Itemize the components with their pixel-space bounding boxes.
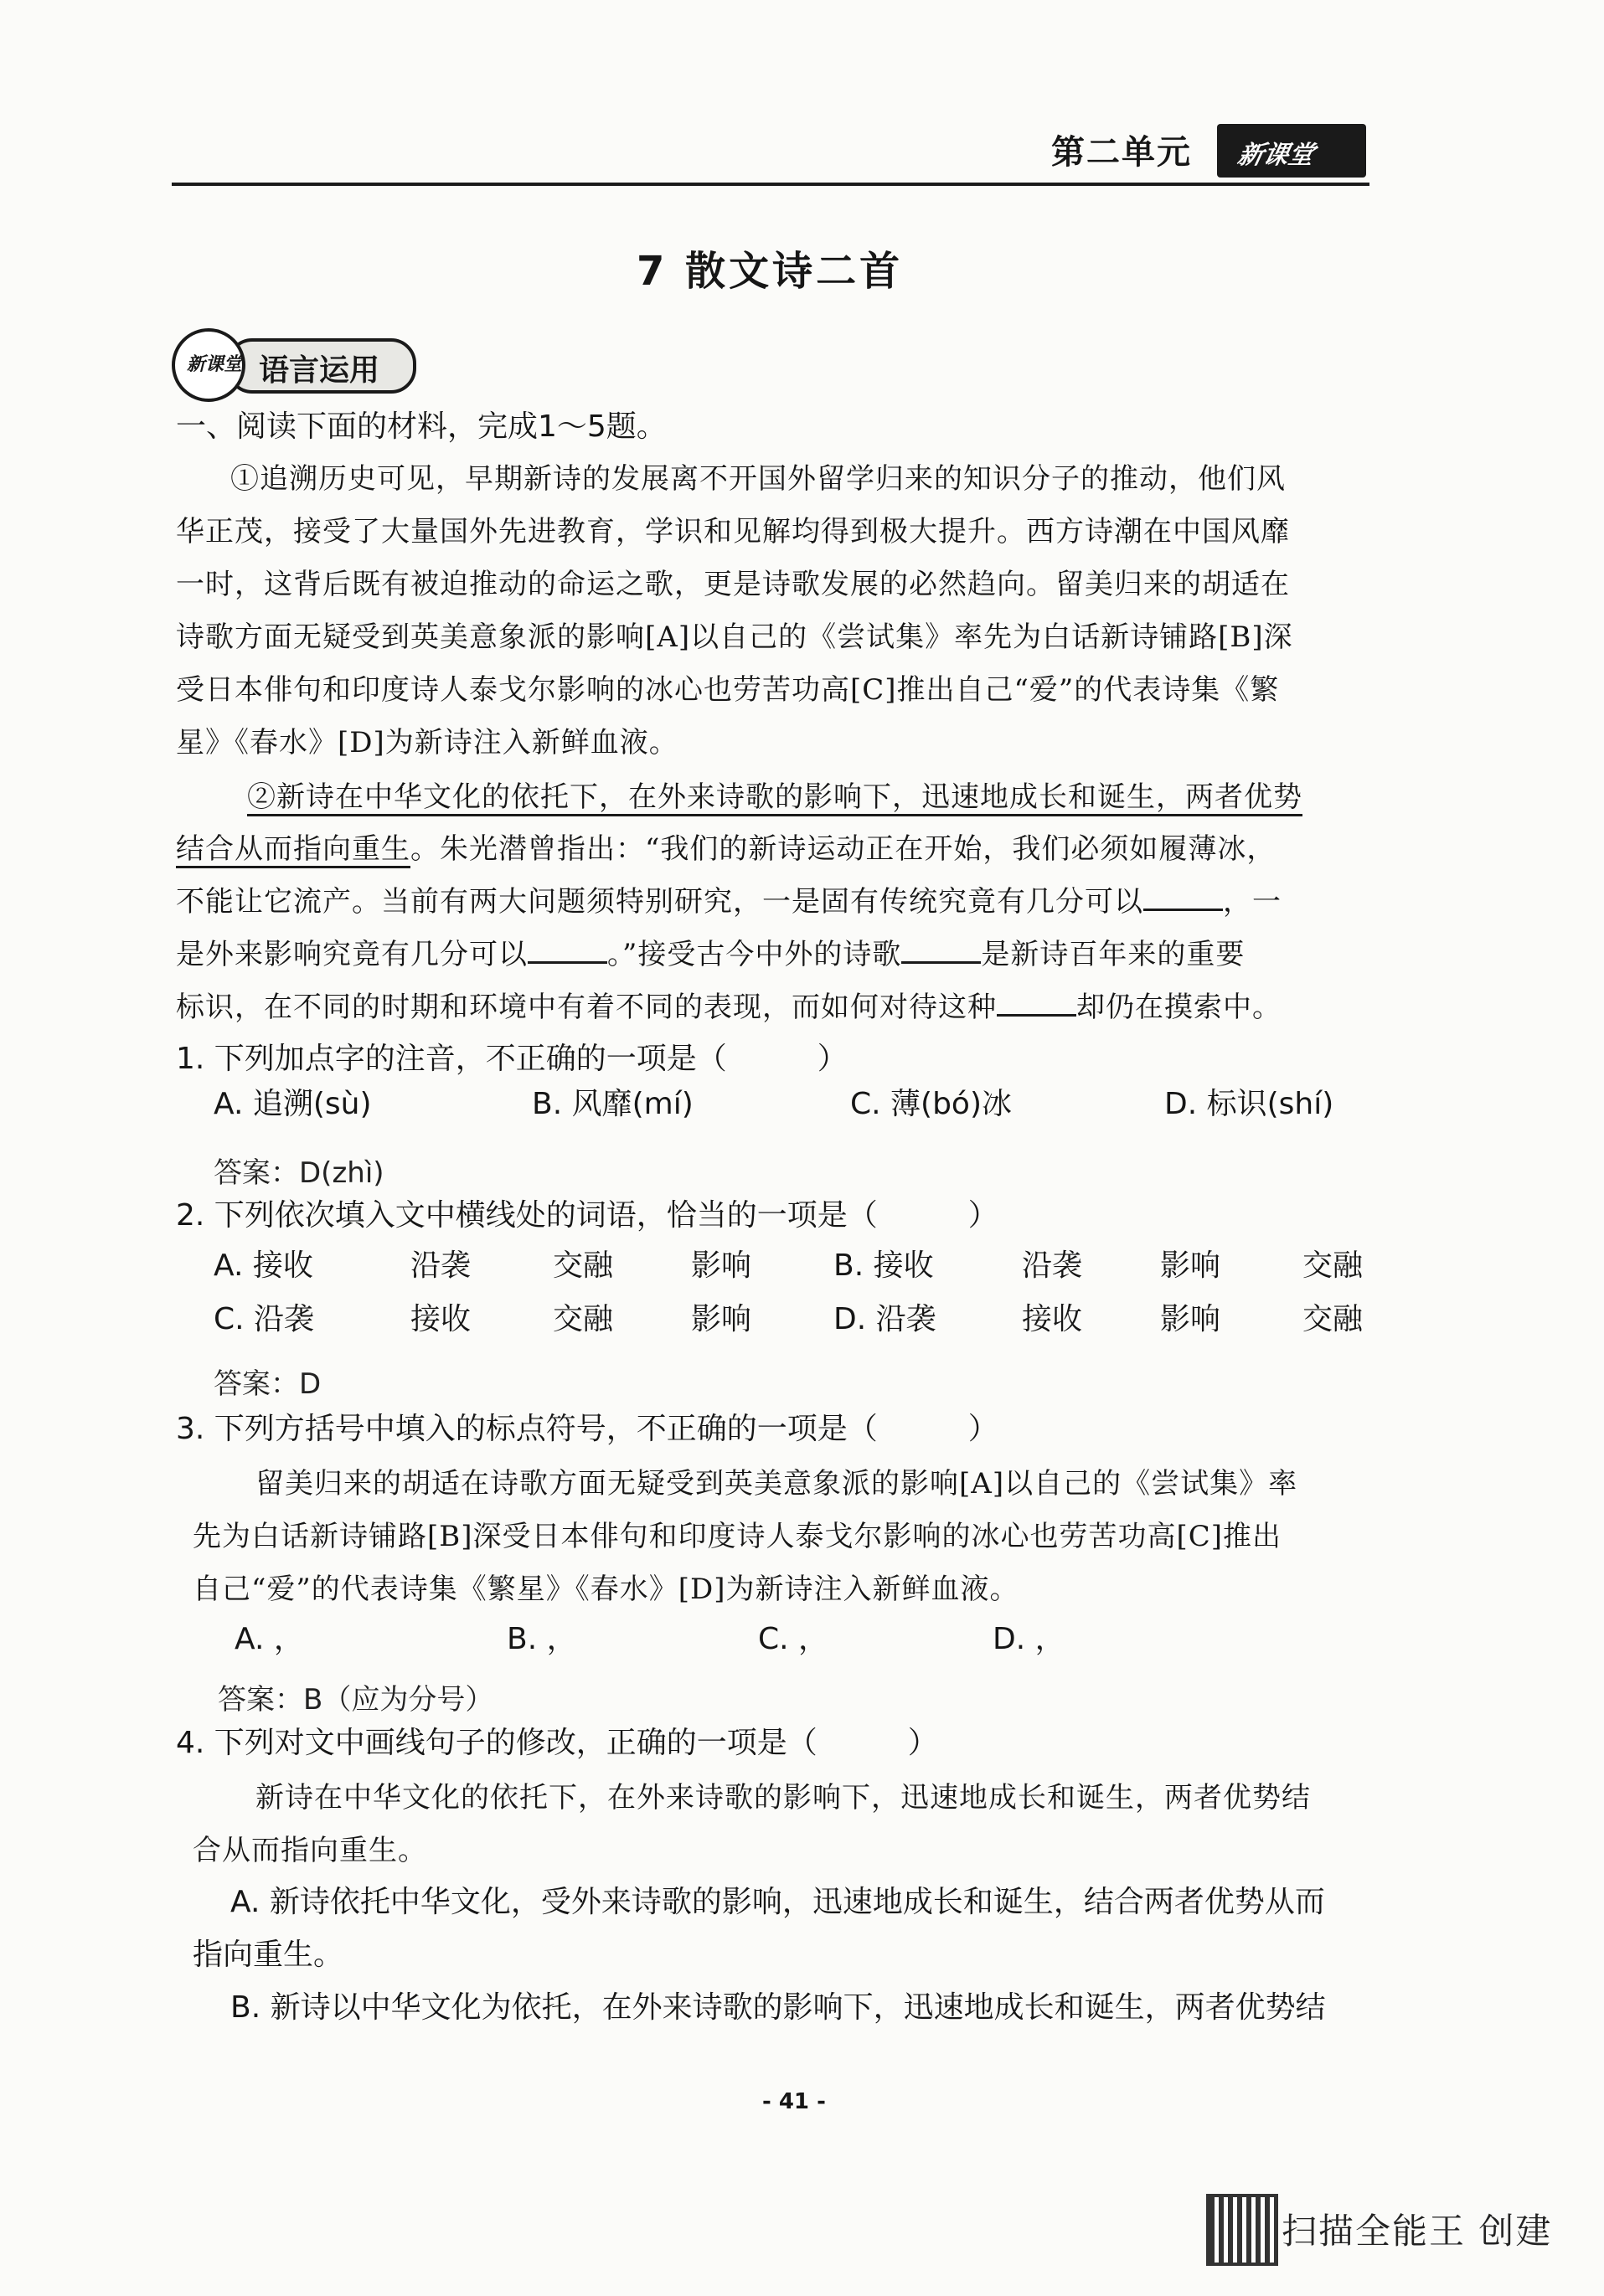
passage2-text: 是新诗百年来的重要 (981, 938, 1246, 971)
q3-stem: 3. 下列方括号中填入的标点符号，不正确的一项是（ ） (176, 1412, 998, 1446)
q3-answer: 答案：B（应为分号） (218, 1683, 494, 1717)
q4-option-a-cont: 指向重生。 (193, 1938, 344, 1972)
passage2-text: 不能让它流产。当前有两大问题须特别研究，一是固有传统究竟有几分可以 (176, 885, 1143, 919)
q2-cell: 影响 (691, 1248, 752, 1283)
q2-cell: D. 沿袭 (833, 1302, 936, 1336)
q2-cell: C. 沿袭 (214, 1302, 315, 1336)
unit-badge-text: 新课堂 (1235, 141, 1317, 170)
section-logo-icon (172, 328, 245, 402)
passage1-line: 受日本俳句和印度诗人泰戈尔影响的冰心也劳苦功高[C]推出自己“爱”的代表诗集《繁 (176, 673, 1280, 707)
q2-answer: 答案：D (214, 1367, 322, 1401)
fill-blank-4 (997, 989, 1076, 1017)
unit-badge-logo (1217, 124, 1366, 178)
passage2-text: 。朱光潜曾指出：“我们的新诗运动正在开始，我们必须如履薄冰， (410, 832, 1276, 866)
q4-quote-line: 新诗在中华文化的依托下，在外来诗歌的影响下，迅速地成长和诞生，两者优势结 (255, 1781, 1311, 1815)
passage2-line-2 (176, 831, 1276, 867)
q1-answer: 答案：D(zhì) (214, 1156, 384, 1190)
q2-cell: B. 接收 (833, 1248, 934, 1283)
passage2-line-3 (176, 883, 1282, 920)
q4-stem: 4. 下列对文中画线句子的修改，正确的一项是（ ） (176, 1726, 938, 1760)
q3-passage-line: 留美归来的胡适在诗歌方面无疑受到英美意象派的影响[A]以自己的《尝试集》率 (255, 1467, 1298, 1501)
q3-option-d: D. ， (993, 1622, 1065, 1656)
fill-blank-1 (1143, 883, 1223, 911)
fill-blank-2 (528, 936, 607, 964)
underlined-sentence: ②新诗在中华文化的依托下，在外来诗歌的影响下，迅速地成长和诞生，两者优势 (247, 780, 1302, 816)
page-number: - 41 - (762, 2089, 826, 2114)
section-label-bar (227, 338, 416, 394)
qr-code-icon (1206, 2194, 1278, 2266)
passage1-line: ①追溯历史可见，早期新诗的发展离不开国外留学归来的知识分子的推动，他们风 (230, 462, 1286, 496)
q3-option-c: C. ， (758, 1622, 829, 1656)
passage1-line: 星》《春水》[D]为新诗注入新鲜血液。 (176, 726, 678, 759)
passage2-text: 是外来影响究竟有几分可以 (176, 938, 528, 971)
q3-passage-line: 先为白话新诗铺路[B]深受日本俳句和印度诗人泰戈尔影响的冰心也劳苦功高[C]推出 (193, 1520, 1282, 1553)
underlined-sentence-end: 结合从而指向重生 (176, 832, 410, 868)
q4-quote-line: 合从而指向重生。 (193, 1834, 427, 1867)
q2-cell: 交融 (1302, 1248, 1364, 1283)
section-logo-text: 新课堂 (187, 353, 243, 375)
passage1-line: 诗歌方面无疑受到英美意象派的影响[A]以自己的《尝试集》率先为白话新诗铺路[B]深 (176, 620, 1293, 654)
passage1-line: 华正茂，接受了大量国外先进教育，学识和见解均得到极大提升。西方诗潮在中国风靡 (176, 515, 1290, 548)
scanner-watermark: 扫描全能王 创建 (1282, 2211, 1553, 2252)
q2-cell: 接收 (410, 1302, 472, 1336)
q2-cell: A. 接收 (214, 1248, 313, 1283)
section-badge (172, 327, 415, 399)
q3-passage-line: 自己“爱”的代表诗集《繁星》《春水》[D]为新诗注入新鲜血液。 (193, 1573, 1019, 1606)
q1-option-c: C. 薄(bó)冰 (850, 1087, 1012, 1121)
lesson-title: 7 散文诗二首 (637, 248, 904, 295)
q1-option-a: A. 追溯(sù) (214, 1087, 372, 1121)
header-rule (172, 183, 1369, 186)
q2-cell: 沿袭 (410, 1248, 472, 1283)
passage1-line: 一时，这背后既有被迫推动的命运之歌，更是诗歌发展的必然趋向。留美归来的胡适在 (176, 568, 1290, 601)
q4-option-b: B. 新诗以中华文化为依托，在外来诗歌的影响下，迅速地成长和诞生，两者优势结 (230, 1990, 1326, 2025)
q2-cell: 影响 (1160, 1302, 1221, 1336)
q1-option-d: D. 标识(shí) (1164, 1087, 1334, 1121)
unit-title: 第二单元 (1051, 133, 1192, 172)
q2-cell: 影响 (1160, 1248, 1221, 1283)
q1-stem: 1. 下列加点字的注音，不正确的一项是（ ） (176, 1042, 848, 1076)
q3-option-b: B. ， (507, 1622, 577, 1656)
passage2-line-5 (176, 989, 1282, 1026)
q2-stem: 2. 下列依次填入文中横线处的词语，恰当的一项是（ ） (176, 1198, 998, 1233)
passage2-line-4 (176, 936, 1245, 973)
q1-option-b: B. 风靡(mí) (532, 1087, 694, 1121)
q2-cell: 沿袭 (1022, 1248, 1083, 1283)
fill-blank-3 (901, 936, 981, 964)
q2-cell: 影响 (691, 1302, 752, 1336)
passage2-text: ，一 (1223, 885, 1282, 919)
q2-cell: 接收 (1022, 1302, 1083, 1336)
intro-line: 一、阅读下面的材料，完成1～5题。 (176, 409, 667, 444)
section-label: 语言运用 (259, 353, 380, 388)
passage2-line-1 (247, 779, 1302, 816)
passage2-text: 标识，在不同的时期和环境中有着不同的表现，而如何对待这种 (176, 991, 997, 1024)
q2-cell: 交融 (553, 1248, 614, 1283)
q2-cell: 交融 (1302, 1302, 1364, 1336)
q4-option-a: A. 新诗依托中华文化，受外来诗歌的影响，迅速地成长和诞生，结合两者优势从而 (230, 1885, 1325, 1919)
q2-cell: 交融 (553, 1302, 614, 1336)
passage2-text: 却仍在摸索中。 (1076, 991, 1282, 1024)
q3-option-a: A. ， (235, 1622, 304, 1656)
passage2-text: 。”接受古今中外的诗歌 (607, 938, 902, 971)
